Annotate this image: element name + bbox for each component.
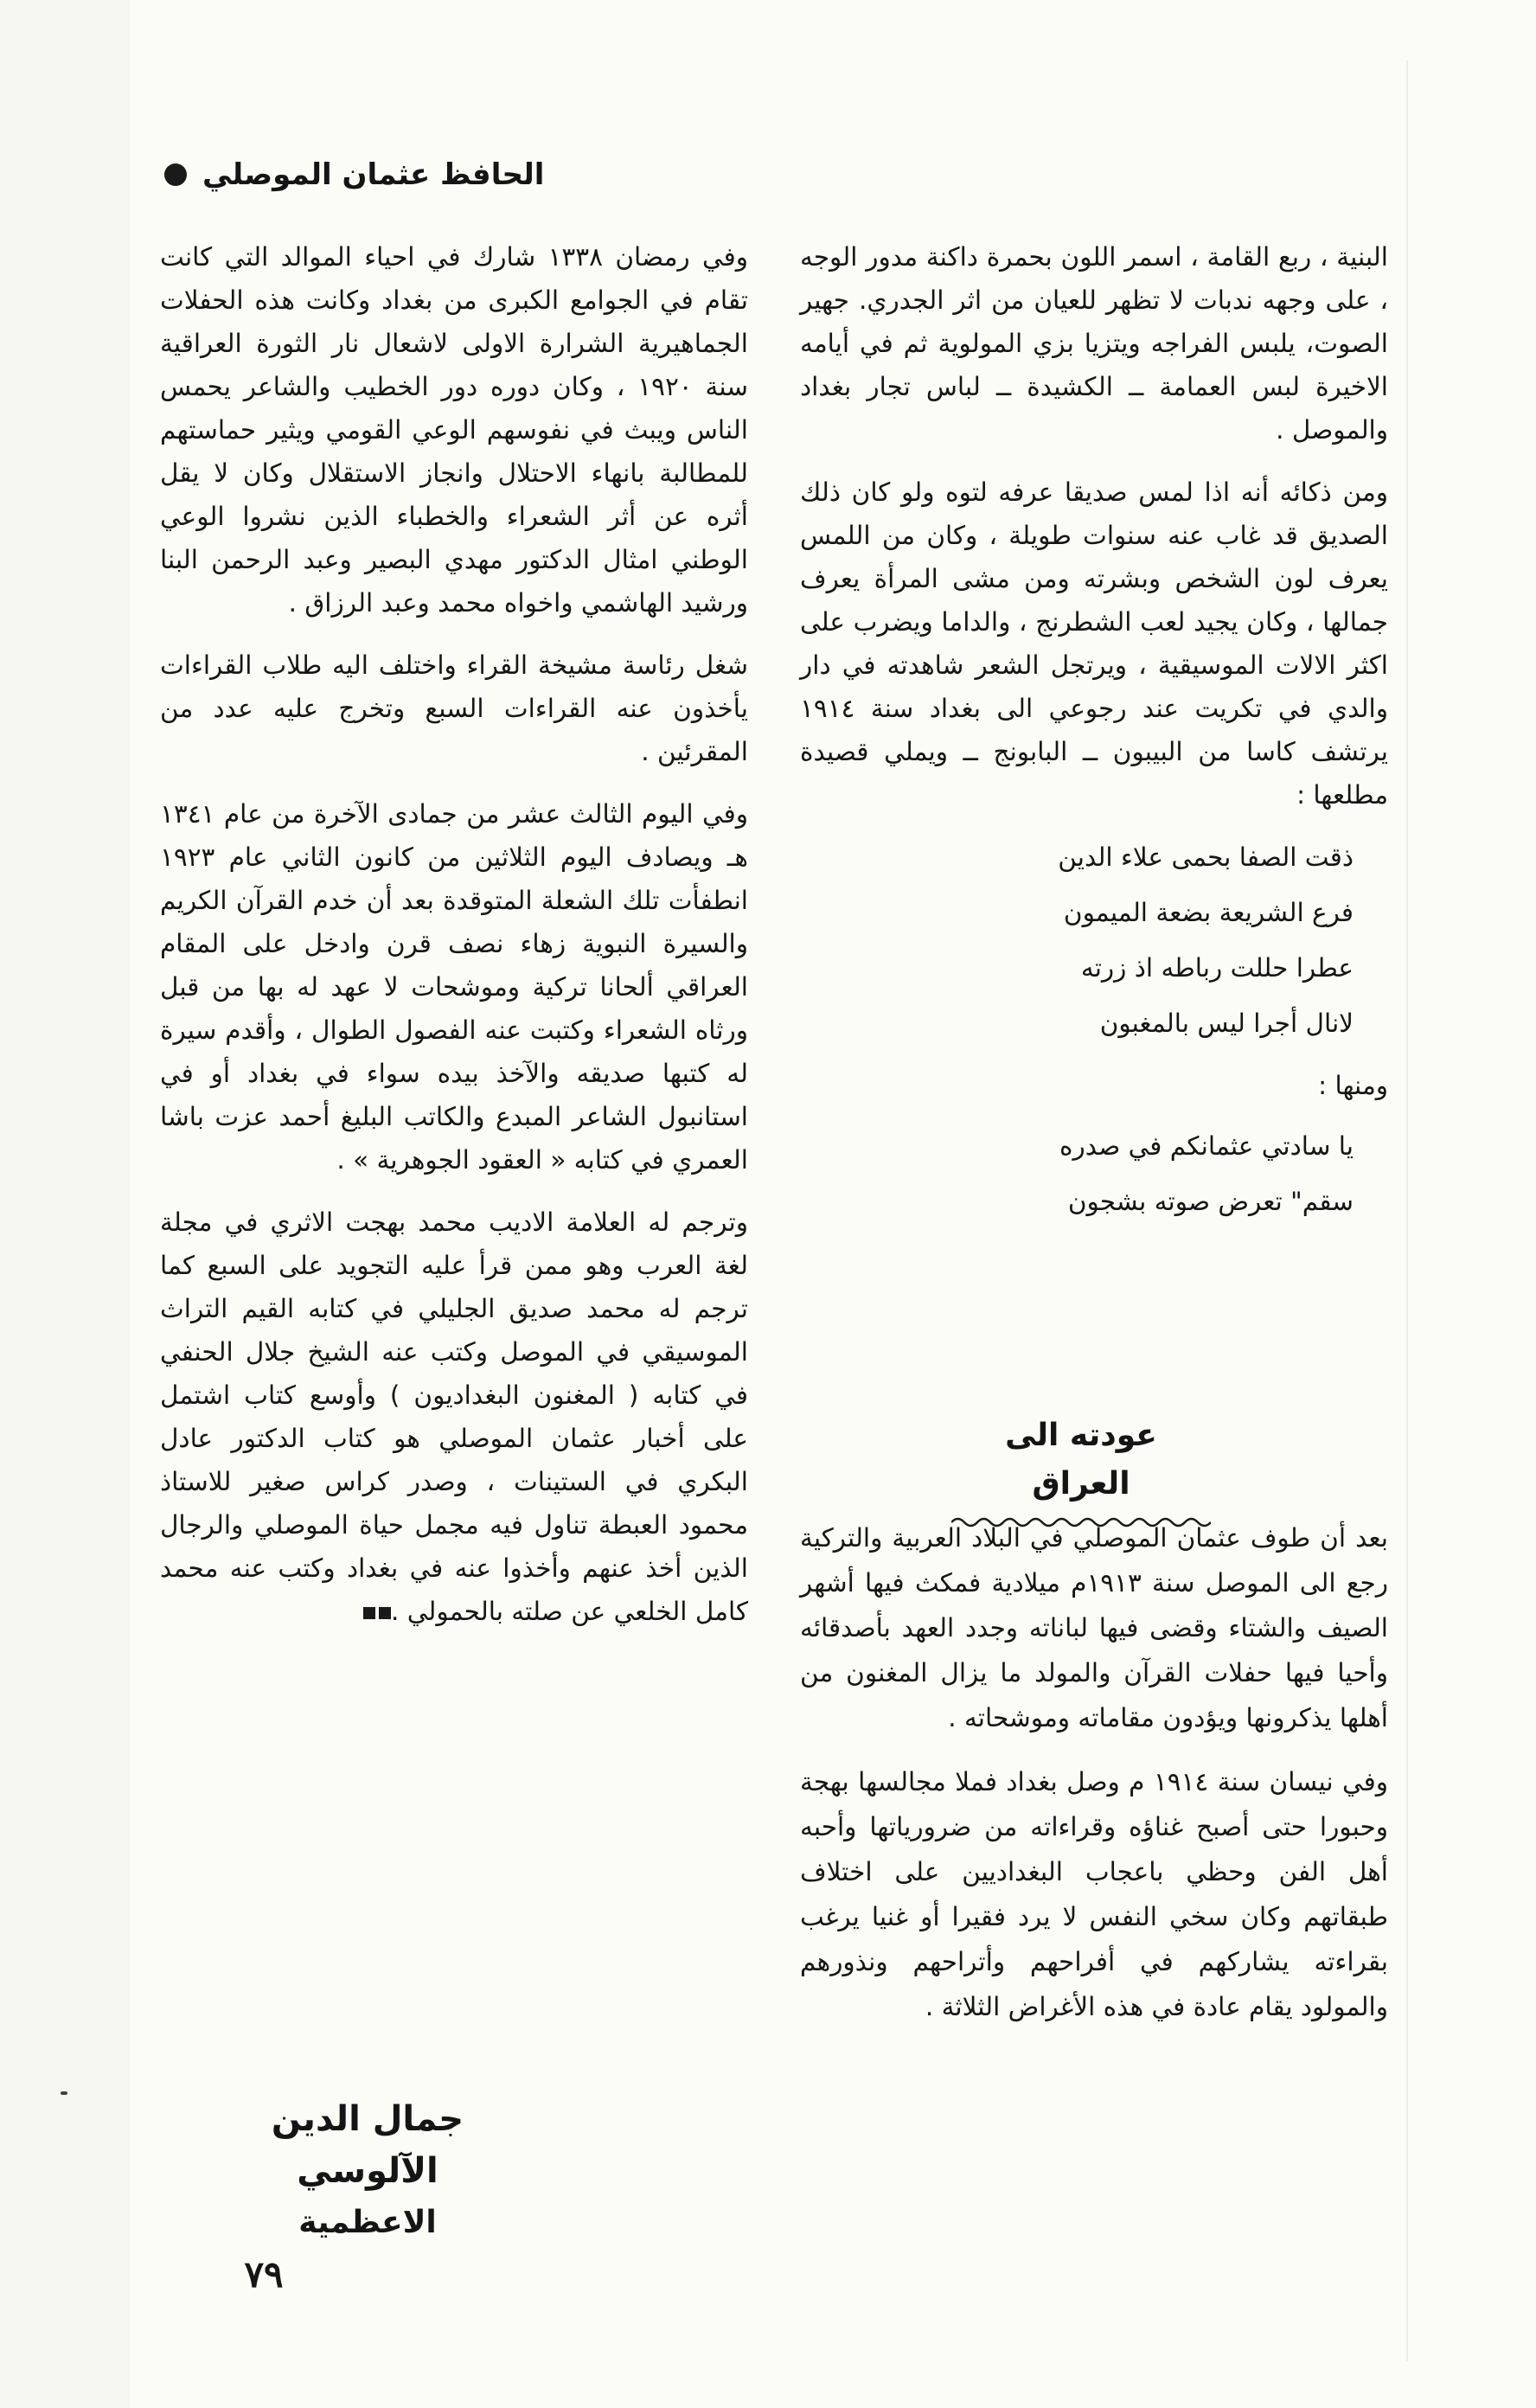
paragraph: وفي اليوم الثالث عشر من جمادى الآخرة من عام ١٣٤١ هـ ويصادف اليوم الثلاثين من كانون الثاني عام ١٩٢٣ انطفأت تلك الشعلة المتوقدة بعد أن خدم القرآن الكريم والسيرة النبوية زهاء نصف قرن وادخل على المقام العراقي ألحانا تركية وموشحات لا عهد له بها من قبل ورثاه الشعراء وكتبت عنه الفصول الطوال ، وأقدم سيرة له كتبها صديقه والآخذ بيده سواء في بغداد أو في استانبول الشاعر المبدع والكاتب البليغ أحمد عزت باشا العمري في كتابه « العقود الجوهرية » . [160, 799, 748, 1175]
paragraph: وفي نيسان سنة ١٩١٤ م وصل بغداد فملا مجالسها بهجة وحبورا حتى أصبح غناؤه وقراءاته من ضرورياتها وأحبه أهل الفن وحظي باعجاب البغداديين على اختلاف طبقاتهم وكان سخي النفس لا يرد فقيرا أو غنيا يرغب بقراءته يشاركهم في أفراحهم وأتراحهم ونذورهم والمولود يقام عادة في هذه الأغراض الثلاثة . [800, 1767, 1388, 2021]
author-name: جمال الدين الآلوسي [271, 2099, 464, 2191]
hemistich: سقم" تعرض صوته بشجون [1067, 1187, 1354, 1216]
paragraph-text: وترجم له العلامة الاديب محمد بهجت الاثري في مجلة لغة العرب وهو ممن قرأ عليه التجويد على السبع كما ترجم له محمد صديق الجليلي في كتابه القيم التراث الموسيقي في الموصل وكتب عنه الشيخ جلال الحنفي في كتابه ( المغنون البغداديون ) وأوسع كتاب اشتمل على أخبار عثمان الموصلي هو كتاب الدكتور عادل البكري في الستينات ، وصدر كراس صغير للاستاذ محمود العبطة تناول فيه مجمل حياة الموصلي والرجال الذين أخذ عنهم وأخذوا عنه في بغداد وكتب عنه محمد كامل الخلعي عن صلته بالحمولي . [160, 1207, 748, 1626]
author-place: الاعظمية [298, 2205, 437, 2240]
running-header-title: الحافظ عثمان الموصلي [202, 157, 545, 192]
section-heading: عودته الى العراق [1005, 1418, 1157, 1502]
hemistich: فرع الشريعة بضعة الميمون [1063, 898, 1354, 927]
left-column [160, 235, 748, 1633]
poem-verse [835, 1180, 1354, 1223]
end-of-article-icon [363, 1607, 391, 1619]
hemistich: ذقت الصفا بحمى علاء الدين [1058, 842, 1354, 872]
poem-intro: ومنها : [1318, 1071, 1388, 1100]
poem-verse [835, 946, 1354, 989]
author-signature [225, 2093, 510, 2249]
paragraph: شغل رئاسة مشيخة القراء واختلف اليه طلاب القراءات يأخذون عنه القراءات السبع وتخرج عليه عدد من المقرئين . [160, 650, 748, 766]
scan-speck [61, 2091, 67, 2095]
hemistich: عطرا حللت رباطه اذ زرته [1080, 953, 1354, 983]
running-header [164, 149, 545, 201]
paragraph-last [160, 1201, 748, 1633]
poem-verse [835, 1002, 1354, 1045]
bullet-icon [164, 163, 187, 186]
right-column-lower [800, 1515, 1388, 2029]
paragraph: البنية ، ربع القامة ، اسمر اللون بحمرة داكنة مدور الوجه ، على وجهه ندبات لا تظهر للعيان من اثر الجدري. جهير الصوت، يلبس الفراجه ويتزيا بزي المولوية ثم في أيامه الاخيرة لبس العمامة ــ الكشيدة ــ لباس تجار بغداد والموصل . [800, 242, 1388, 445]
poem-verse [835, 891, 1354, 934]
hemistich: يا سادتي عثمانكم في صدره [1059, 1131, 1354, 1161]
paragraph: بعد أن طوف عثمان الموصلي في البلاد العربية والتركية رجع الى الموصل سنة ١٩١٣م ميلادية فمكث فيها أشهر الصيف والشتاء وقضى فيها لباناته وجدد العهد بأصدقائه وأحيا فيها حفلات القرآن والمولد ما يزال المغنون من أهلها يذكرونها ويؤدون مقاماته وموشحاته . [800, 1523, 1388, 1732]
paragraph: ومن ذكائه أنه اذا لمس صديقا عرفه لتوه ولو كان ذلك الصديق قد غاب عنه سنوات طويلة ، وكان من اللمس يعرف لون الشخص وبشرته ومن مشى المرأة يعرف جمالها ، وكان يجيد لعب الشطرنج ، والداما ويضرب على اكثر الالات الموسيقية ، ويرتجل الشعر شاهدته في دار والدي في تكريت عند رجوعي الى بغداد سنة ١٩١٤ يرتشف كاسا من البيبون ــ البابونج ــ ويملي قصيدة مطلعها : [800, 477, 1388, 810]
poem [835, 1124, 1354, 1223]
poem [835, 836, 1354, 1045]
page-edge [1406, 61, 1408, 2361]
poem-verse [835, 836, 1354, 879]
paragraph: وفي رمضان ١٣٣٨ شارك في احياء الموالد التي كانت تقام في الجوامع الكبرى من بغداد وكانت هذه الحفلات الجماهيرية الشرارة الاولى لاشعال نار الثورة العراقية سنة ١٩٢٠ ، وكان دوره دور الخطيب والشاعر يحمس الناس ويبث في نفوسهم الوعي القومي ويثير حماستهم للمطالبة بانهاء الاحتلال وانجاز الاستقلال وكان لا يقل أثره عن أثر الشعراء والخطباء الذين نشروا الوعي الوطني امثال الدكتور مهدي البصير وعبد الرحمن البنا ورشيد الهاشمي واخواه محمد وعبد الرزاق . [160, 242, 748, 618]
page-margin [0, 0, 130, 2408]
hemistich: لانال أجرا ليس بالمغبون [1099, 1009, 1354, 1038]
page-number: ٧٩ [244, 2253, 284, 2296]
poem-verse [835, 1124, 1354, 1168]
right-column [800, 235, 1388, 1242]
